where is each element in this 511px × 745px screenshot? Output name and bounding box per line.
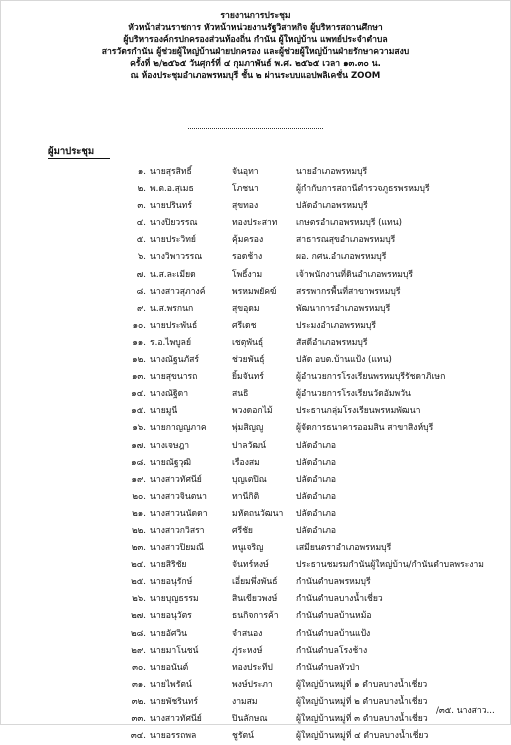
attendee-number: ๔.: [136, 218, 146, 229]
attendee-row: [0, 711, 511, 728]
attendee-position: เสมียนตราอำเภอพรหมบุรี: [296, 543, 392, 554]
attendee-row: [0, 438, 511, 455]
attendee-name: พ.ต.อ.สุเมธ: [150, 184, 194, 195]
attendee-list: [0, 164, 511, 745]
attendee-position: เจ้าพนักงานที่ดินอำเภอพรหมบุรี: [296, 269, 413, 280]
attendee-surname: พงษ์ประภา: [232, 679, 273, 690]
attendee-row: [0, 420, 511, 437]
attendee-row: [0, 352, 511, 369]
header-meeting-venue: ณ ห้องประชุมอำเภอพรหมบุรี ชั้น ๒ ผ่านระบบแอปพลิเคชั่น ZOOM: [130, 71, 381, 81]
attendee-position: ปลัดอำเภอ: [296, 491, 337, 502]
attendee-position: เกษตรอำเภอพรหมบุรี (แทน): [296, 218, 402, 229]
attendee-name: นายอนุวัตร: [150, 611, 192, 622]
attendee-row: [0, 455, 511, 472]
attendee-position: ปลัดอำเภอ: [296, 508, 337, 519]
attendee-position: กำนันตำบลบ้านหม้อ: [296, 611, 372, 622]
attendee-row: [0, 694, 511, 711]
attendee-row: [0, 284, 511, 301]
attendee-position: ผู้อำนวยการโรงเรียนพรหมบุรีรัชดาภิเษก: [296, 372, 446, 383]
attendee-position: สัสดีอำเภอพรหมบุรี: [296, 337, 368, 348]
attendee-name: นางณัฐนภัสร์: [150, 355, 200, 366]
attendee-name: นายสิริชัย: [150, 560, 187, 571]
attendee-number: ๑๗.: [131, 440, 146, 451]
attendee-row: [0, 386, 511, 403]
attendee-surname: เอี่ยมพึ่งพันธ์: [232, 577, 278, 588]
attendee-surname: ปาลวัฒน์: [232, 440, 267, 451]
attendee-name: นายไพรัตน์: [150, 679, 192, 690]
attendee-surname: ศรีชัย: [232, 525, 253, 536]
attendee-row: [0, 660, 511, 677]
attendee-row: [0, 489, 511, 506]
header-dotted-rule: [188, 128, 323, 129]
attendee-name: นายมูนี: [150, 406, 178, 417]
attendee-row: [0, 608, 511, 625]
attendee-name: นายสุขนารถ: [150, 372, 198, 383]
header-title: รายงานการประชุม: [220, 11, 291, 21]
attendee-surname: ยิ้มจันทร์: [232, 372, 264, 383]
attendee-number: ๒๔.: [131, 560, 146, 571]
attendee-surname: ปินลักษณ: [232, 714, 268, 724]
attendee-surname: จันทร์หงษ์: [232, 560, 269, 571]
attendee-name: นางสาวทัศนีย์: [150, 474, 202, 485]
attendee-row: [0, 403, 511, 420]
attendee-name: นายบุญธรรม: [150, 594, 199, 605]
attendee-position: ประธานชมรมกำนันผู้ใหญ่บ้าน/กำนันตำบลพระงาม: [296, 560, 484, 571]
attendee-surname: คุ้มครอง: [232, 235, 264, 246]
attendee-row: [0, 643, 511, 660]
attendee-row: [0, 369, 511, 386]
attendee-number: ๒๕.: [131, 577, 146, 588]
attendee-surname: พุ่มสิญญู: [232, 423, 264, 434]
header-line-4: สารวัตรกำนัน ผู้ช่วยผู้ใหญ่บ้านฝ่ายปกครอง และผู้ช่วยผู้ใหญ่บ้านฝ่ายรักษาความสงบ: [101, 47, 410, 57]
attendee-surname: ทองประสาท: [232, 218, 278, 229]
attendee-position: สรรพากรพื้นที่สาขาพรหมบุรี: [296, 286, 401, 297]
attendee-surname: สนธิ: [232, 389, 249, 400]
attendee-row: [0, 626, 511, 643]
attendee-surname: โพธิ์งาม: [232, 269, 263, 280]
attendee-row: [0, 249, 511, 266]
attendee-surname: พรหมพยัคฆ์: [232, 286, 277, 297]
attendee-row: [0, 523, 511, 540]
attendee-number: ๒๓.: [131, 543, 146, 554]
attendee-row: [0, 335, 511, 352]
header-meeting-date: ครั้งที่ ๒/๒๕๖๕ วันศุกร์ที่ ๔ กุมภาพันธ์ พ.ศ. ๒๕๖๕ เวลา ๑๓.๓๐ น.: [130, 59, 381, 69]
attendee-position: ประธานกลุ่มโรงเรียนพรหมพัฒนา: [296, 406, 421, 417]
attendee-number: ๑๖.: [132, 423, 146, 434]
attendee-position: ปลัดอำเภอ: [296, 440, 337, 451]
attendee-surname: ภู่ระหงษ์: [232, 645, 263, 656]
attendee-name: นางเจษฎา: [150, 440, 190, 451]
attendee-name: นางสาวสุภางค์: [150, 286, 206, 297]
attendee-surname: ศรีเดช: [232, 320, 257, 331]
attendee-position: นายอำเภอพรหมบุรี: [296, 167, 368, 177]
attendee-surname: งามสม: [232, 696, 258, 707]
attendee-name: นายอัศวิน: [150, 628, 188, 639]
attendee-name: นางปิยวรรณ: [150, 218, 198, 229]
attendee-surname: โภชนา: [232, 184, 259, 195]
attendee-row: [0, 591, 511, 608]
attendee-number: ๒๖.: [132, 594, 146, 605]
attendee-name: ร.อ.ไพบูลย์: [150, 337, 191, 348]
attendee-number: ๓๔.: [130, 731, 146, 742]
attendee-number: ๓๓.: [131, 714, 146, 724]
attendee-name: นายประวิทย์: [150, 235, 196, 246]
attendee-name: นางสาวปิยมณี: [150, 543, 204, 554]
attendee-name: นายณัฐวุฒิ: [150, 457, 192, 468]
attendee-position: ผู้กำกับการสถานีตำรวจภูธรพรหมบุรี: [296, 184, 430, 195]
attendee-row: [0, 540, 511, 557]
attendee-name: นายประพันธ์: [150, 320, 198, 331]
attendee-row: [0, 301, 511, 318]
attendee-position: กำนันตำบลบางน้ำเชี่ยว: [296, 594, 383, 605]
attendee-row: [0, 728, 511, 745]
attendee-number: ๑๐.: [132, 320, 146, 331]
attendee-row: [0, 232, 511, 249]
attendee-name: นางสาวจินตนา: [150, 491, 207, 502]
attendee-number: ๑๘.: [131, 457, 146, 468]
attendee-surname: ทองประทีป: [232, 662, 273, 673]
attendee-surname: มหัตถนวัฒนา: [232, 508, 284, 519]
attendee-name: นางณัฐิดา: [150, 389, 189, 400]
attendee-name: นายมาโนชน์: [150, 645, 199, 656]
attendee-position: กำนันตำบลบ้านแป้ง: [296, 628, 371, 639]
attendee-row: [0, 215, 511, 232]
attendees-heading-underline: [48, 158, 110, 159]
header-line-2: หัวหน้าส่วนราชการ หัวหน้าหน่วยงานรัฐวิสาหกิจ ผู้บริหารสถานศึกษา: [128, 23, 383, 33]
attendee-name: นายพัชรินทร์: [150, 696, 199, 707]
attendee-surname: สุขทอง: [232, 201, 259, 212]
attendee-number: ๑๔.: [131, 389, 146, 400]
attendee-row: [0, 318, 511, 335]
attendee-number: ๓.: [137, 201, 146, 212]
attendee-row: [0, 164, 511, 181]
attendee-row: [0, 506, 511, 523]
attendee-position: กำนันตำบลโรงช้าง: [296, 645, 368, 656]
attendee-row: [0, 472, 511, 489]
attendee-number: ๓๒.: [131, 696, 146, 707]
attendee-position: ผู้จัดการธนาคารออมสิน สาขาสิงห์บุรี: [296, 423, 434, 434]
attendee-number: ๙.: [136, 303, 146, 314]
attendee-position: ผู้อำนวยการโรงเรียนวัดอัมพวัน: [296, 389, 411, 400]
attendee-surname: รอดช้าง: [232, 252, 263, 263]
attendee-position: พัฒนาการอำเภอพรหมบุรี: [296, 303, 391, 314]
attendee-number: ๒๐.: [132, 491, 146, 502]
attendee-position: สาธารณสุขอำเภอพรหมบุรี: [296, 235, 396, 246]
continuation-note: /๓๕. นางสาว...: [436, 706, 495, 716]
attendee-name: น.ส.พรกนก: [150, 303, 194, 314]
attendee-surname: หนูเจริญ: [232, 543, 264, 554]
attendee-number: ๒๘.: [130, 628, 146, 639]
header-line-3: ผู้บริหารองค์กรปกครองส่วนท้องถิ่น กำนัน ผู้ใหญ่บ้าน แพทย์ประจำตำบล: [123, 35, 388, 45]
attendee-number: ๗.: [136, 269, 146, 280]
attendee-surname: พวงดอกไม้: [232, 406, 273, 417]
attendee-row: [0, 677, 511, 694]
attendee-position: ปลัดอำเภอ: [296, 457, 337, 468]
attendee-number: ๒๒.: [131, 525, 146, 536]
attendee-name: นายกาญญภาค: [150, 423, 207, 434]
attendee-surname: สุขอุดม: [232, 303, 260, 314]
attendee-surname: ทานีกิติ: [232, 491, 260, 502]
attendee-name: นายอนันต์: [150, 662, 189, 673]
attendee-number: ๑๑.: [132, 337, 146, 348]
attendee-surname: จำสนอง: [232, 628, 263, 639]
attendee-position: ปลัด อบต.บ้านแป้ง (แทน): [296, 355, 392, 366]
attendee-number: ๒๑.: [132, 508, 146, 519]
attendee-position: ผู้ใหญ่บ้านหมู่ที่ ๔ ตำบลบางน้ำเชี่ยว: [296, 731, 429, 742]
attendee-surname: ช่วยพันธุ์: [232, 355, 265, 366]
attendee-position: กำนันตำบลพรหมบุรี: [296, 577, 371, 588]
attendee-surname: เรืองสม: [232, 457, 260, 468]
attendee-position: กำนันตำบลหัวป่า: [296, 662, 360, 673]
attendee-name: น.ส.ละเมียด: [150, 269, 196, 280]
attendee-surname: ธนกิจการค้า: [232, 611, 279, 622]
attendee-row: [0, 181, 511, 198]
attendee-number: ๒๗.: [131, 611, 146, 622]
attendee-position: ผู้ใหญ่บ้านหมู่ที่ ๓ ตำบลบางน้ำเชี่ยว: [296, 714, 428, 724]
attendee-number: ๓๑.: [131, 679, 146, 690]
attendee-row: [0, 574, 511, 591]
attendee-name: นางสาวกวิสรา: [150, 525, 205, 536]
attendee-row: [0, 198, 511, 215]
attendee-number: ๘.: [136, 286, 146, 297]
meeting-header: [0, 10, 511, 82]
attendee-position: ปลัดอำเภอ: [296, 525, 337, 536]
attendee-name: นายสุรสิทธิ์: [150, 167, 192, 177]
attendee-position: ผู้ใหญ่บ้านหมู่ที่ ๑ ตำบลบางน้ำเชี่ยว: [296, 679, 428, 690]
attendee-name: นางสาวทัศนีย์: [150, 714, 202, 724]
attendee-number: ๑๙.: [131, 474, 146, 485]
attendee-row: [0, 267, 511, 284]
attendee-surname: สินเขียวพงษ์: [232, 594, 278, 605]
attendee-position: ปลัดอำเภอพรหมบุรี: [296, 201, 368, 212]
attendee-number: ๒.: [137, 184, 146, 195]
attendee-name: นางวิพาวรรณ: [150, 252, 203, 263]
attendee-number: ๑๓.: [131, 372, 146, 383]
attendee-name: นายปรินทร์: [150, 201, 192, 212]
attendee-number: ๖.: [137, 252, 146, 263]
attendee-position: ปลัดอำเภอ: [296, 474, 337, 485]
attendee-name: นายอรรถพล: [150, 731, 197, 742]
attendee-number: ๑๒.: [132, 355, 146, 366]
attendee-number: ๓๐.: [132, 662, 146, 673]
attendee-surname: เชตุพันธุ์: [232, 337, 264, 348]
attendee-row: [0, 557, 511, 574]
attendee-number: ๕.: [136, 235, 146, 246]
attendee-name: นายอนุรักษ์: [150, 577, 193, 588]
attendee-surname: จันอุทา: [232, 167, 259, 177]
attendee-number: ๑.: [137, 167, 146, 177]
attendee-surname: ชูรัตน์: [232, 731, 254, 742]
attendees-heading: ผู้มาประชุม: [48, 146, 95, 157]
attendee-position: ผอ. กศน.อำเภอพรหมบุรี: [296, 252, 387, 263]
attendee-position: ประมงอำเภอพรหมบุรี: [296, 320, 376, 331]
attendee-surname: บุญเตปิณ: [232, 474, 267, 485]
attendee-name: นางสาวนนัดดา: [150, 508, 208, 519]
attendee-number: ๒๙.: [131, 645, 146, 656]
attendee-position: ผู้ใหญ่บ้านหมู่ที่ ๒ ตำบลบางน้ำเชี่ยว: [296, 696, 428, 707]
attendee-number: ๑๕.: [131, 406, 146, 417]
